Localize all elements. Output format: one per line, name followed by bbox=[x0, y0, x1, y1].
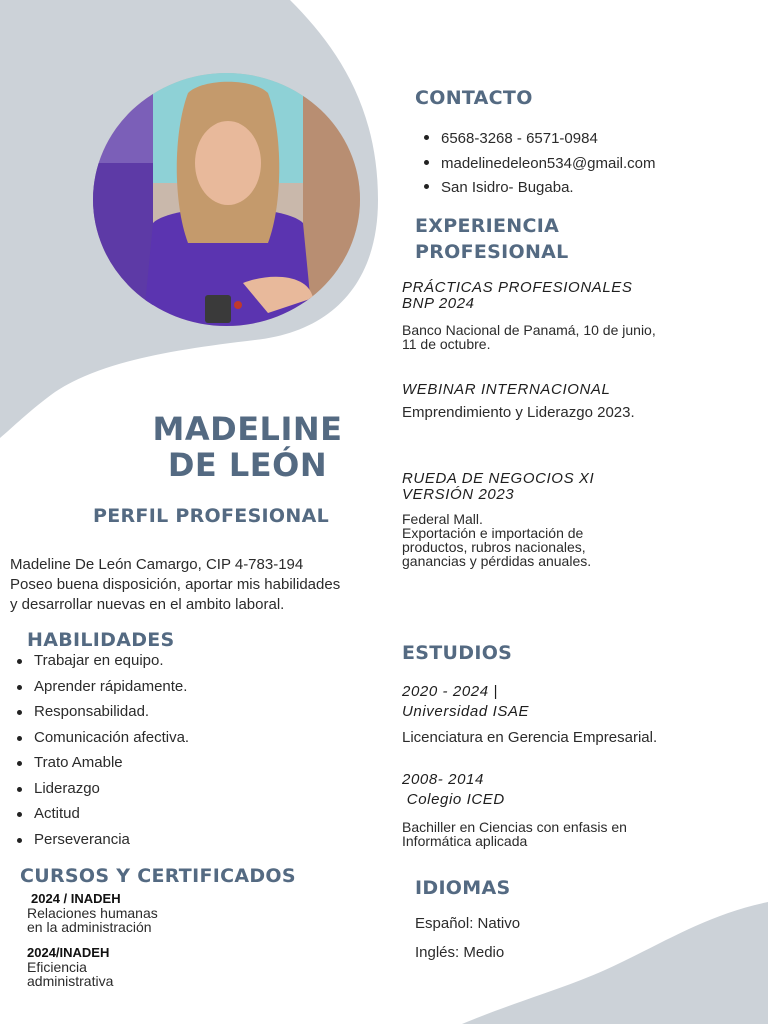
experience-entry-desc: 11 de octubre. bbox=[402, 336, 491, 352]
education-desc: Bachiller en Ciencias con enfasis en bbox=[402, 819, 627, 835]
skill-item: Actitud bbox=[14, 804, 254, 830]
contact-address: San Isidro- Bugaba. bbox=[421, 176, 761, 201]
course-desc: administrativa bbox=[27, 973, 114, 989]
experience-entry-desc: ganancias y pérdidas anuales. bbox=[402, 553, 592, 569]
skill-item: Liderazgo bbox=[14, 779, 254, 805]
name-line-2: DE LEÓN bbox=[167, 446, 328, 484]
course-head: 2024 / INADEH bbox=[31, 891, 121, 906]
contact-title: CONTACTO bbox=[415, 87, 533, 109]
education-school: Universidad ISAE bbox=[402, 703, 530, 720]
education-desc: Informática aplicada bbox=[402, 833, 528, 849]
name-heading bbox=[120, 411, 375, 483]
course-entry bbox=[27, 946, 247, 988]
contact-email[interactable]: madelinedeleon534@gmail.com bbox=[421, 152, 761, 177]
experience-entry-desc: Federal Mall. bbox=[402, 511, 483, 527]
experience-entry-desc: Banco Nacional de Panamá, 10 de junio, bbox=[402, 322, 656, 338]
language-item: Español: Nativo bbox=[415, 915, 521, 932]
experience-entry bbox=[402, 382, 732, 420]
experience-entry-title: WEBINAR INTERNACIONAL bbox=[402, 381, 611, 398]
experience-entry bbox=[402, 471, 732, 568]
skill-item: Trabajar en equipo. bbox=[14, 651, 254, 677]
education-entry bbox=[402, 770, 732, 848]
experience-entry-desc: productos, rubros nacionales, bbox=[402, 539, 586, 555]
course-desc: Relaciones humanas bbox=[27, 905, 158, 921]
skill-item: Responsabilidad. bbox=[14, 702, 254, 728]
perfil-title: PERFIL PROFESIONAL bbox=[93, 505, 329, 527]
education-desc: Licenciatura en Gerencia Empresarial. bbox=[402, 729, 658, 746]
languages-title: IDIOMAS bbox=[415, 877, 511, 899]
experience-title-line: PROFESIONAL bbox=[415, 241, 569, 263]
experience-entry-title: BNP 2024 bbox=[402, 295, 475, 312]
experience-entry-title: VERSIÓN 2023 bbox=[402, 486, 515, 503]
perfil-line: Poseo buena disposición, aportar mis habilidades bbox=[10, 576, 341, 593]
course-entry bbox=[27, 892, 247, 934]
course-desc: Eficiencia bbox=[27, 959, 87, 975]
course-head: 2024/INADEH bbox=[27, 945, 110, 960]
skill-item: Perseverancia bbox=[14, 830, 254, 856]
experience-title-line: EXPERIENCIA bbox=[415, 215, 560, 237]
education-title: ESTUDIOS bbox=[402, 642, 513, 664]
education-school: Colegio ICED bbox=[402, 791, 505, 808]
contact-list bbox=[421, 127, 761, 201]
experience-entry-title: RUEDA DE NEGOCIOS XI bbox=[402, 470, 595, 487]
experience-entry-title: PRÁCTICAS PROFESIONALES bbox=[402, 279, 633, 296]
name-line-1: MADELINE bbox=[152, 410, 343, 448]
skills-title: HABILIDADES bbox=[27, 629, 175, 651]
perfil-line: y desarrollar nuevas en el ambito laboral. bbox=[10, 596, 285, 613]
experience-entry-desc: Emprendimiento y Liderazgo 2023. bbox=[402, 404, 635, 421]
experience-entry bbox=[402, 280, 732, 351]
education-entry bbox=[402, 682, 732, 745]
language-item: Inglés: Medio bbox=[415, 944, 505, 961]
perfil-line: Madeline De León Camargo, CIP 4-783-194 bbox=[10, 556, 304, 573]
skill-item: Trato Amable bbox=[14, 753, 254, 779]
courses-title: CURSOS Y CERTIFICADOS bbox=[20, 865, 296, 887]
experience-title bbox=[415, 213, 569, 265]
perfil-text bbox=[10, 555, 400, 615]
course-desc: en la administración bbox=[27, 919, 152, 935]
skill-item: Aprender rápidamente. bbox=[14, 677, 254, 703]
experience-entry-desc: Exportación e importación de bbox=[402, 525, 584, 541]
skill-item: Comunicación afectiva. bbox=[14, 728, 254, 754]
skills-list bbox=[14, 651, 254, 855]
education-years: 2020 - 2024 | bbox=[402, 683, 498, 700]
education-years: 2008- 2014 bbox=[402, 771, 484, 788]
profile-photo bbox=[93, 73, 360, 326]
contact-phone: 6568-3268 - 6571-0984 bbox=[421, 127, 761, 152]
